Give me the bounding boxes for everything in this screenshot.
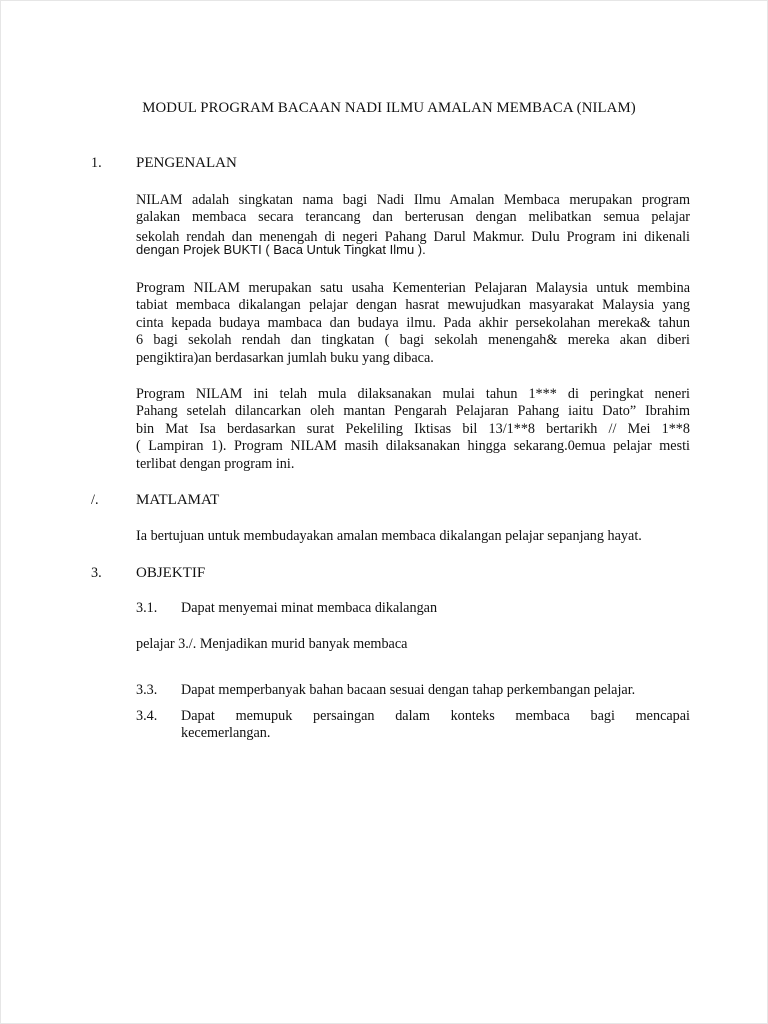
paragraph-line: Program NILAM merupakan satu usaha Kementerian Pelajaran Malaysia untuk membina: [136, 280, 690, 296]
objective-number: 3.4.: [136, 708, 158, 724]
objective-orphan-line: [136, 636, 690, 653]
paragraph-line: cinta kepada budaya mambaca dan budaya ilmu. Pada akhir persekolahan mereka& tahun: [136, 314, 690, 331]
objective-text: [181, 682, 690, 699]
paragraph-line: ( Lampiran 1). Program NILAM masih dilaksanakan hingga sekarang.0emua pelajar mesti: [136, 438, 690, 455]
objective-line: kecemerlangan.: [181, 725, 271, 742]
paragraph-line: NILAM adalah singkatan nama bagi Nadi Ilmu Amalan Membaca merupakan program: [136, 192, 690, 208]
objective-line: Dapat menyemai minat membaca dikalangan: [181, 600, 438, 616]
paragraph-line: pelajar 3./. Menjadikan murid banyak membaca: [136, 636, 408, 652]
section-1-paragraph-1: [136, 192, 690, 259]
objective-line: Dapat memperbanyak bahan bacaan sesuai dengan tahap perkembangan pelajar.: [181, 682, 636, 698]
paragraph-line: dengan Projek BUKTI ( Baca Untuk Tingkat Ilmu ).: [136, 242, 426, 258]
section-2-paragraph: [136, 528, 690, 545]
section-2-number: /.: [91, 492, 99, 508]
objective-number: 3.1.: [136, 600, 158, 616]
paragraph-line: Ia bertujuan untuk membudayakan amalan membaca dikalangan pelajar sepanjang hayat.: [136, 528, 642, 544]
objective-text: [181, 600, 690, 617]
section-2-heading: MATLAMAT: [136, 492, 220, 508]
document-title: MODUL PROGRAM BACAAN NADI ILMU AMALAN MEMBACA (NILAM): [142, 100, 636, 116]
paragraph-line: 6 bagi sekolah rendah dan tingkatan ( bagi sekolah menengah& mereka akan diberi: [136, 332, 690, 349]
paragraph-line: sekolah rendah dan menengah di negeri Pahang Darul Makmur. Dulu Program ini dikenali: [136, 228, 690, 245]
objective-text: [181, 708, 690, 743]
paragraph-line: galakan membaca secara terancang dan berterusan dengan melibatkan semua pelajar: [136, 209, 690, 226]
objective-number: 3.3.: [136, 682, 158, 698]
section-1-number: 1.: [91, 155, 102, 171]
section-1-paragraph-3: [136, 386, 690, 473]
paragraph-line: Program NILAM ini telah mula dilaksanakan mulai tahun 1*** di peringkat neneri: [136, 386, 690, 402]
paragraph-line: terlibat dengan program ini.: [136, 455, 295, 472]
section-3-number: 3.: [91, 565, 102, 581]
paragraph-line: Pahang setelah dilancarkan oleh mantan Pengarah Pelajaran Pahang iaitu Dato” Ibrahim: [136, 403, 690, 420]
paragraph-line: bin Mat Isa berdasarkan surat Pekeliling Iktisas bil 13/1**8 bertarikh // Mei 1**8: [136, 420, 690, 437]
paragraph-line: tabiat membaca dikalangan pelajar dengan hasrat mewujudkan masyarakat Malaysia yang: [136, 297, 690, 314]
section-1-heading: PENGENALAN: [136, 155, 237, 171]
paragraph-line: pengiktira)an berdasarkan jumlah buku yang dibaca.: [136, 349, 434, 366]
objective-line: Dapat memupuk persaingan dalam konteks membaca bagi mencapai: [181, 708, 690, 724]
section-1-paragraph-2: [136, 280, 690, 367]
section-3-heading: OBJEKTIF: [136, 565, 206, 581]
